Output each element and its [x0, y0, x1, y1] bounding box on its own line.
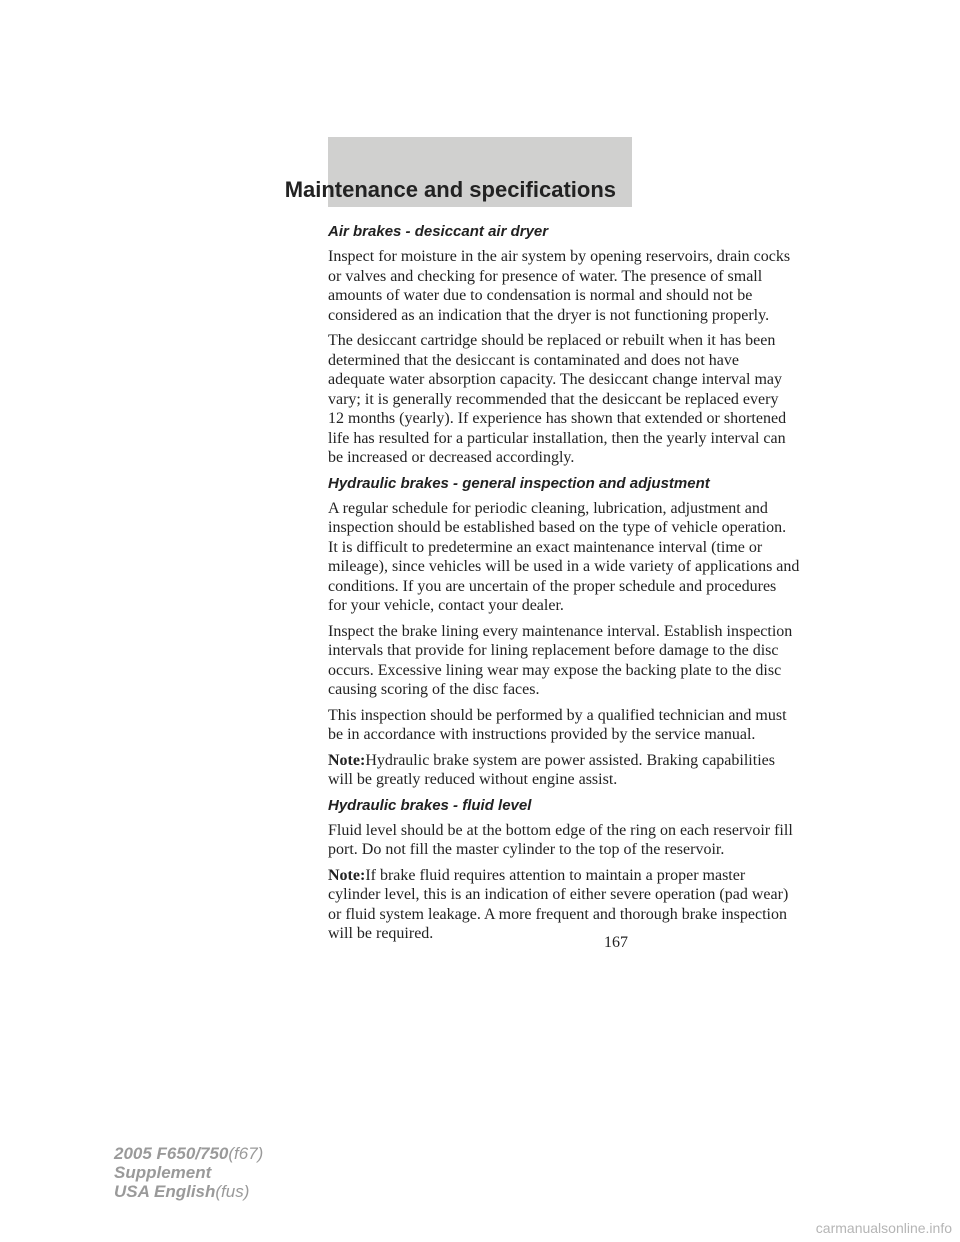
text-line: This inspection should be performed by a qualified technician and must [328, 706, 787, 724]
text-line: conditions. If you are uncertain of the proper schedule and procedures [328, 577, 777, 595]
text-line: inspection should be established based on the type of vehicle operation. [328, 519, 787, 536]
text-line: Inspect the brake lining every maintenance interval. Establish inspection [328, 622, 793, 640]
note-paragraph [328, 751, 775, 790]
document-footer [114, 1144, 263, 1201]
text-line: It is difficult to predetermine an exact maintenance interval (time or [328, 538, 763, 556]
text-line: be in accordance with instructions provided by the service manual. [328, 726, 756, 743]
section-heading: Hydraulic brakes - fluid level [328, 796, 532, 814]
note-paragraph [328, 866, 789, 944]
chapter-title: Maintenance and specifications [284, 177, 616, 202]
text-line: adequate water absorption capacity. The desiccant change interval may [328, 371, 783, 388]
paragraph [328, 706, 787, 745]
footer-language: USA English [114, 1182, 216, 1201]
section-hydraulic-inspection [328, 474, 800, 790]
text-line [328, 866, 746, 886]
text-line [328, 751, 775, 771]
text-line: Inspect for moisture in the air system by opening reservoirs, drain cocks [328, 248, 791, 265]
page-number: 167 [604, 934, 628, 951]
section-heading: Air brakes - desiccant air dryer [328, 223, 549, 240]
text-line: A regular schedule for periodic cleaning, lubrication, adjustment and [328, 499, 768, 517]
text-line: will be required. [328, 925, 434, 942]
text-line: life has resulted for a particular installation, then the yearly interval can [328, 429, 786, 447]
paragraph [328, 821, 793, 860]
text-line: occurs. Excessive lining wear may expose the backing plate to the disc [328, 661, 782, 679]
section-heading: Hydraulic brakes - general inspection and adjustment [328, 474, 710, 492]
text-line: causing scoring of the disc faces. [328, 681, 540, 698]
text-line: amounts of water due to condensation is normal and should not be [328, 287, 753, 304]
paragraph [328, 247, 791, 325]
text-line: or valves and checking for presence of water. The presence of small [328, 267, 763, 285]
text-line: 12 months (yearly). If experience has shown that extended or shortened [328, 410, 787, 427]
footer-language-code: (fus) [215, 1182, 250, 1201]
text-line: for your vehicle, contact your dealer. [328, 597, 564, 614]
note-text: If brake fluid requires attention to maintain a proper master [365, 866, 746, 884]
paragraph [328, 499, 800, 616]
text-line: The desiccant cartridge should be replaced or rebuilt when it has been [328, 332, 776, 349]
note-label: Note: [328, 866, 366, 884]
note-text: Hydraulic brake system are power assisted. Braking capabilities [365, 751, 775, 769]
text-line: intervals that provide for lining replacement before damage to the disc [328, 642, 779, 659]
text-line: be increased or decreased accordingly. [328, 449, 575, 466]
page-content [328, 222, 800, 950]
section-fluid-level [328, 796, 793, 944]
text-line: cylinder level, this is an indication of either severe operation (pad wear) [328, 886, 789, 903]
footer-model-line [114, 1144, 263, 1163]
text-line: determined that the desiccant is contaminated and does not have [328, 351, 739, 369]
text-line: considered as an indication that the dryer is not functioning properly. [328, 306, 770, 324]
text-line: vary; it is generally recommended that the desiccant be replaced every [328, 390, 779, 408]
footer-model: 2005 F650/750 [114, 1144, 229, 1163]
text-line: or fluid system leakage. A more frequent and thorough brake inspection [328, 905, 787, 923]
note-label: Note: [328, 751, 366, 769]
text-line: mileage), since vehicles will be used in a wide variety of applications and [328, 558, 800, 575]
chapter-header [284, 137, 632, 207]
paragraph [328, 622, 793, 700]
footer-doc-type: Supplement [114, 1163, 212, 1182]
watermark-text: carmanualsonline.info [815, 1220, 952, 1236]
section-air-dryer [328, 222, 791, 468]
footer-language-line [114, 1182, 263, 1201]
text-line: Fluid level should be at the bottom edge of the ring on each reservoir fill [328, 821, 793, 839]
footer-model-code: (f67) [228, 1144, 264, 1163]
paragraph [328, 331, 787, 468]
text-line: will be greatly reduced without engine assist. [328, 771, 618, 788]
text-line: port. Do not fill the master cylinder to the top of the reservoir. [328, 841, 725, 858]
